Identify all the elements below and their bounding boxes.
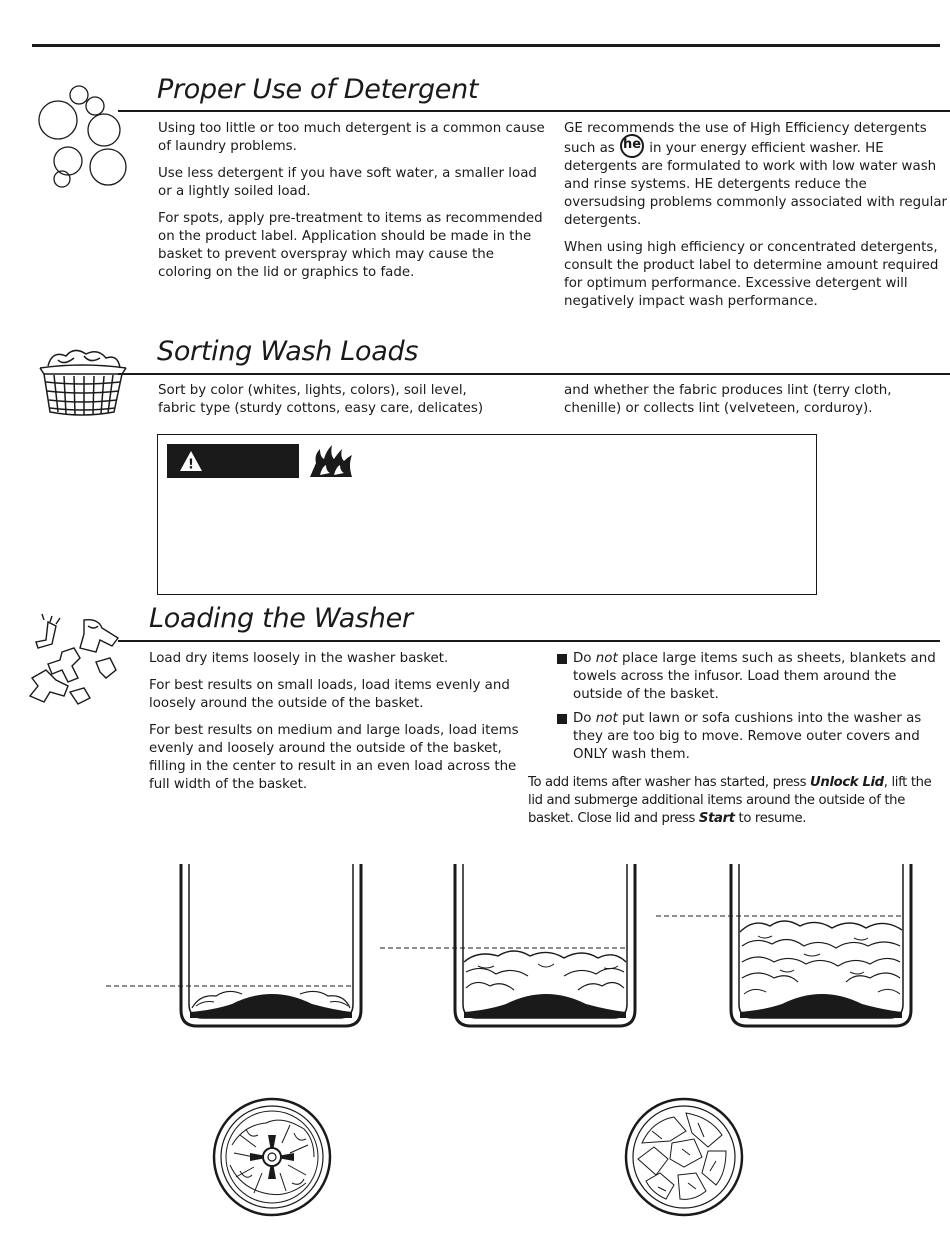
detergent-paragraph: Using too little or too much detergent is a common cause of laundry problems. (158, 121, 545, 154)
loading-heading: Loading the Washer (149, 603, 413, 634)
he-text-before: GE recommends the use of High Efficiency detergents such as (564, 121, 927, 156)
clothes-icon (26, 612, 126, 708)
sorting-right-column (564, 382, 924, 427)
loading-paragraph: For best results on medium and large loads, load items evenly and loosely around the outside of the basket, filling in the center to result in an even load across the full width of the basket. (149, 723, 519, 792)
loading-right-column (556, 650, 942, 770)
loading-paragraph: Load dry items loosely in the washer basket. (149, 651, 449, 666)
tub-large-load-figure (654, 862, 916, 1032)
warning-symbol: ! (188, 457, 194, 472)
sorting-heading: Sorting Wash Loads (157, 336, 419, 367)
warning-triangle-icon (179, 450, 203, 472)
detergent-left-column (158, 120, 548, 291)
he-logo-icon: he (620, 134, 644, 158)
detergent-paragraph: Use less detergent if you have soft water, a smaller load or a lightly soiled load. (158, 166, 537, 199)
detergent-right-column (564, 120, 948, 320)
detergent-heading: Proper Use of Detergent (157, 74, 479, 105)
loading-rule (118, 640, 940, 642)
loading-paragraph: For best results on small loads, load items evenly and loosely around the outside of the basket. (149, 678, 510, 711)
bubbles-icon (34, 84, 132, 190)
sorting-paragraph: Sort by color (whites, lights, colors), soil level, fabric type (sturdy cottons, easy care, delicates) (158, 383, 484, 416)
loading-bullet-list (556, 650, 942, 764)
sorting-left-column (158, 382, 498, 427)
detergent-paragraph: When using high efficiency or concentrated detergents, consult the product label to determine amount required for optimum performance. Excessive detergent will negatively impact wash performance. (564, 240, 939, 309)
unlock-lid-term: Unlock Lid (810, 775, 884, 790)
tub-small-load-figure (104, 862, 366, 1032)
warning-label-bar (167, 444, 299, 478)
start-term: Start (698, 811, 735, 826)
loading-left-column (149, 650, 529, 803)
detergent-paragraph: For spots, apply pre-treatment to items as recommended on the product label. Application should be made in the basket to prevent overspray which may cause the coloring on the lid or graphics to fade. (158, 211, 543, 280)
top-view-small-load-figure (210, 1095, 334, 1219)
list-item: Do not put lawn or sofa cushions into the washer as they are too big to move. Remove outer covers and ONLY wash them. (556, 710, 942, 764)
top-view-large-load-figure (622, 1095, 746, 1219)
laundry-basket-icon (34, 346, 130, 418)
warning-box (157, 434, 817, 595)
add-items-paragraph: To add items after washer has started, press Unlock Lid, lift the lid and submerge additional items around the outside of the basket. Close lid and press Start to resume. (528, 775, 932, 826)
fire-icon (308, 443, 356, 479)
he-text-after: in your energy efficient washer. HE detergents are formulated to work with low water wash and rinse systems. HE detergents reduce the oversudsing problems commonly associated with regular detergents. (564, 141, 948, 228)
list-item: Do not place large items such as sheets, blankets and towels across the infusor. Load them around the outside of the basket. (556, 650, 942, 704)
sorting-rule (118, 373, 950, 375)
sorting-paragraph: and whether the fabric produces lint (terry cloth, chenille) or collects lint (velveteen, corduroy). (564, 383, 892, 416)
top-rule (32, 44, 940, 47)
he-paragraph (564, 120, 948, 230)
tub-medium-load-figure (378, 862, 640, 1032)
detergent-rule (118, 110, 950, 112)
